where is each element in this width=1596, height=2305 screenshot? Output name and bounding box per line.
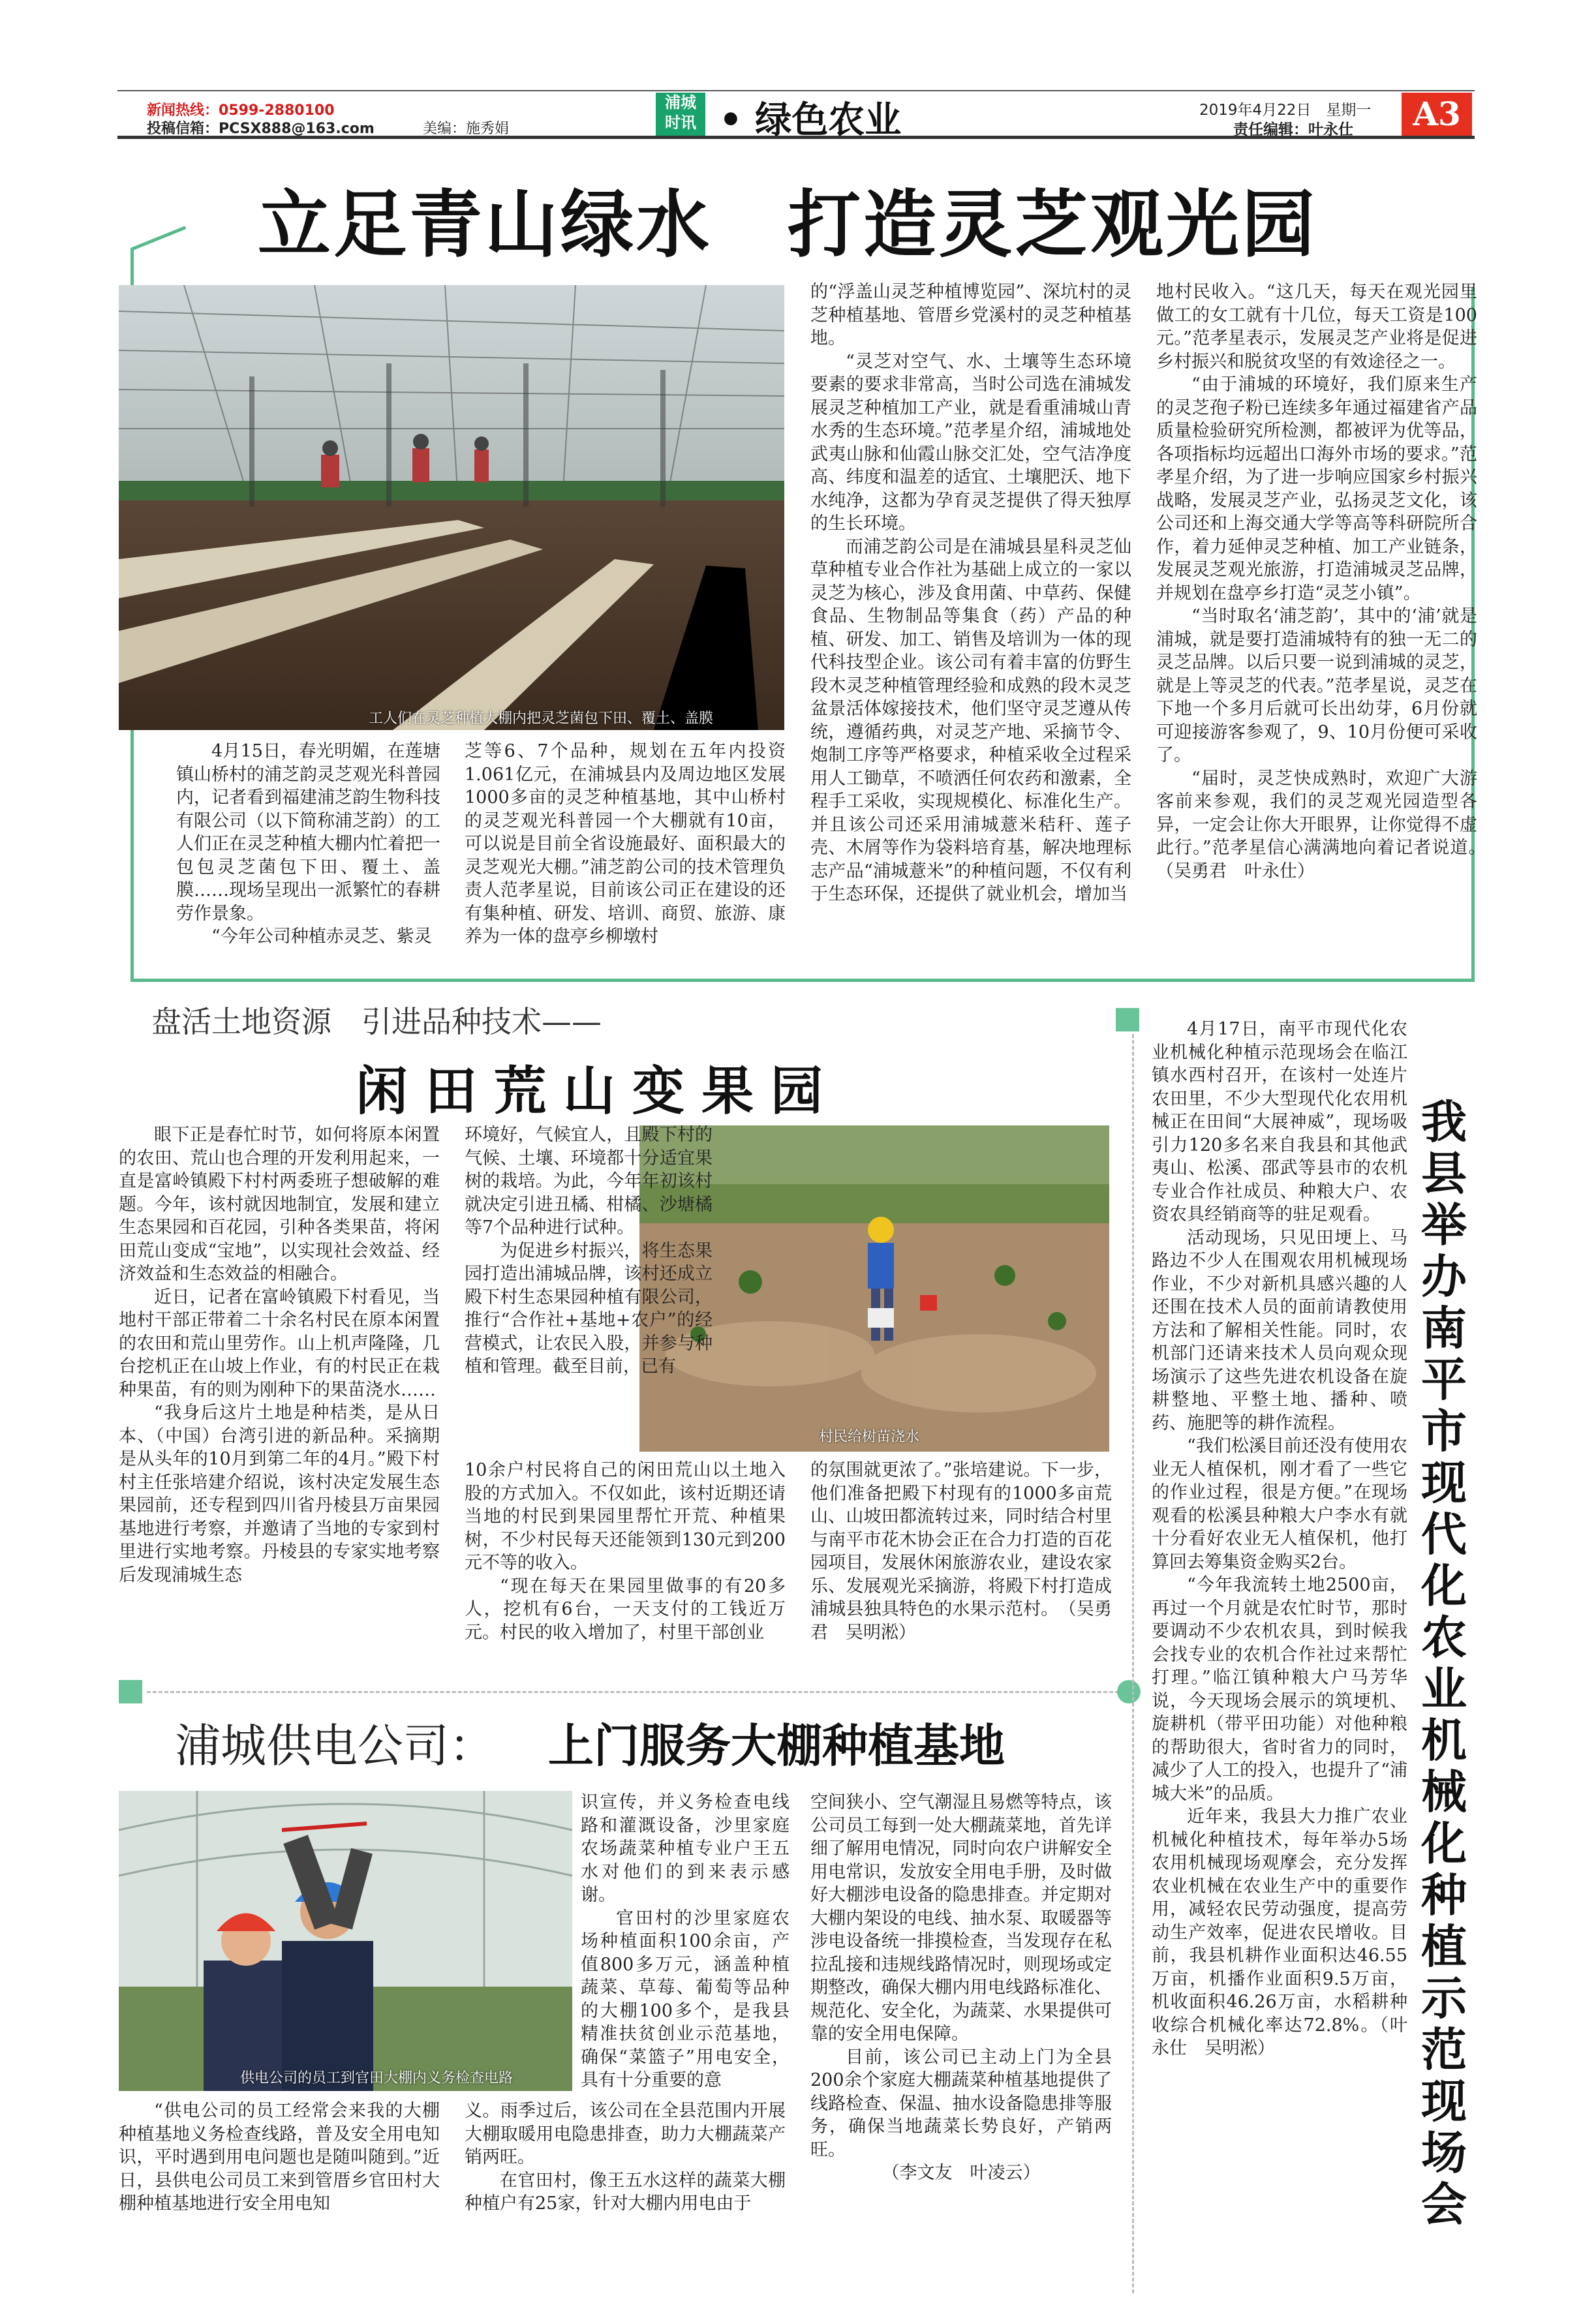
green-marker bbox=[119, 1680, 142, 1703]
article3-headline-bold: 上门服务大棚种植基地 bbox=[548, 1718, 1005, 1773]
issue-date: 2019年4月22日 星期一 bbox=[1199, 102, 1372, 119]
article2-photo-caption: 村民给树苗浇水 bbox=[819, 1429, 920, 1445]
article4-vertical-headline: 我县举办南平市现代化农业机械化种植示范现场会 bbox=[1421, 1095, 1467, 2231]
paragraph: 目前，该公司已主动上门为全县200余个家庭大棚蔬菜种植基地提供了线路检查、保温、抽水设备隐患排等服务，确保当地蔬菜长势良好，产销两旺。 bbox=[810, 2047, 1112, 2160]
paragraph: 近日，记者在富岭镇殿下村看见，当地村干部正带着二十余名村民在原本闲置的农田和荒山里劳作。山上机声隆隆，几台挖机正在山坡上作业，有的村民正在栽种果苗，有的则为刚种下的果苗浇水…… bbox=[119, 1287, 440, 1400]
article1-col4 bbox=[1156, 281, 1512, 972]
article1-col2 bbox=[465, 740, 786, 975]
article2-subtitle: 盘活土地资源 引进品种技术—— bbox=[151, 1004, 602, 1039]
paragraph: “我们松溪目前还没有使用农业无人植保机，刚才看了一些它的作业过程，很是方便。”在现场观看的松溪县种粮大户李水有就十分看好农业无人植保机，他打算回去筹集资金购买2台。 bbox=[1152, 1436, 1407, 1572]
article2-col2b bbox=[465, 1459, 786, 1661]
paragraph: 义。雨季过后，该公司在全县范围内开展大棚取暖用电隐患排查，助力大棚蔬菜产销两旺。 bbox=[465, 2101, 786, 2167]
paragraph: 10余户村民将自己的闲田荒山以土地入股的方式加入。不仅如此，该村近期还请当地的村民到果园里帮忙开荒、种植果树，不少村民每天还能领到130元到200元不等的收入。 bbox=[465, 1460, 786, 1573]
article3-col2a bbox=[581, 1791, 790, 2094]
paragraph: 官田村的沙里家庭农场种植面积100余亩，产值800多万元，涵盖种植蔬菜、草莓、葡萄等品种的大棚100多个，是我县精准扶贫创业示范基地，确保“菜篮子”用电安全，具有十分重要的意 bbox=[581, 1908, 790, 2090]
section-title: • 绿色农业 bbox=[719, 99, 902, 142]
paragraph: 而浦芝韵公司是在浦城县星科灵芝仙草种植专业合作社为基础上成立的一家以灵芝为核心，涉及食用菌、中草药、保健食品、生物制品等集食（药）产品的种植、研发、加工、销售及培训为一体的现代科技型企业。该公司有着丰富的仿野生段木灵芝种植管理经验和成熟的段木灵芝盆景活体嫁接技术，他们坚守灵芝遵从传统，遵循药典，对灵芝产地、采摘节令、炮制工序等严格要求，种植采收全过程采用人工锄草，不喷洒任何农药和激素，全程手工采收，实现规模化、标准化生产。并且该公司还采用浦城薏米秸秆、莲子壳、木屑等作为袋料培育基，解决地理标志产品“浦城薏米”的种植问题，不仅有利于生态环保，还提供了就业机会，增加当 bbox=[810, 536, 1131, 904]
green-marker bbox=[1117, 1680, 1141, 1703]
paragraph: 4月15日，春光明媚，在莲塘镇山桥村的浦芝韵灵芝观光科普园内，记者看到福建浦芝韵生物科技有限公司（以下简称浦芝韵）的工人们正在灵芝种植大棚内忙着把一包包灵芝菌包下田、覆土、盖膜……现场呈现出一派繁忙的春耕劳作景象。 bbox=[176, 741, 440, 924]
paragraph: 活动现场，只见田埂上、马路边不少人在围观农用机械现场作业，不少对新机具感兴趣的人还围在技术人员的面前请教使用方法和了解相关性能。同时，农机部门还请来技术人员向观众现场演示了这些先进农机设备在旋耕整地、平整土地、播种、喷药、施肥等的耕作流程。 bbox=[1152, 1227, 1407, 1433]
paragraph: 环境好，气候宜人，且殿下村的气候、土壤、环境都十分适宜果树的栽培。为此，今年年初该村就决定引进丑橘、柑橘、沙塘橘等7个品种进行试种。 bbox=[465, 1125, 713, 1238]
column-divider bbox=[1132, 1034, 1134, 2293]
article3-photo-caption: 供电公司的员工到官田大棚内义务检查电路 bbox=[240, 2070, 514, 2086]
paragraph: “我身后这片土地是种桔类，是从日本、（中国）台湾引进的新品种。采摘期是从头年的10月到第二年的4月。”殿下村村主任张培建介绍说，该村决定发展生态果园前，还专程到四川省丹棱县万亩果园基地进行考察，并邀请了当地的专家到村里进行实地考察。丹棱县的专家实地考察后发现浦城生态 bbox=[119, 1403, 440, 1585]
paragraph: 的氛围就更浓了。”张培建说。下一步，他们准备把殿下村现有的1000多亩荒山、山坡田都流转过来，同时结合村里与南平市花木协会正在合力打造的百花园项目，发展休闲旅游农业，建设农家乐、发展观光采摘游，将殿下村打造成浦城县独具特色的水果示范村。 （吴勇君 吴明淞） bbox=[810, 1460, 1112, 1643]
responsible-editor: 责任编辑：叶永仕 bbox=[1233, 121, 1353, 138]
article1-col1 bbox=[176, 740, 440, 975]
article4-body bbox=[1152, 1018, 1407, 2297]
hotline-number: 0599-2880100 bbox=[219, 102, 335, 119]
paragraph: 近年来，我县大力推广农业机械化种植技术，每年举办5场农用机械现场观摩会，充分发挥农业机械在农业生产中的重要作用，减轻农民劳动强度，提高劳动生产效率，促进农民增收。目前，我县机耕作业面积达46.55万亩，机播作业面积9.5万亩，机收面积46.26万亩，水稻耕种收综合机械化率达72.8%。（叶永仕 吴明淞） bbox=[1152, 1807, 1407, 2058]
paragraph: “现在每天在果园里做事的有20多人，挖机有6台，一天支付的工钱近万元。村民的收入增加了，村里干部创业 bbox=[465, 1576, 786, 1643]
article2-col2a bbox=[465, 1123, 713, 1450]
paragraph: 识宣传，并义务检查电线路和灌溉设备，沙里家庭农场蔬菜种植专业户王五水对他们的到来表示感谢。 bbox=[581, 1792, 790, 1905]
paragraph: 4月17日，南平市现代化农业机械化种植示范现场会在临江镇水西村召开，在该村一处连片农田里，不少大型现代化农用机械正在田间“大展神威”，现场吸引力120多名来自我县和其他武夷山、松溪、邵武等县市的农机专业合作社成员、种粮大户、农资农具经销商等的驻足观看。 bbox=[1152, 1019, 1407, 1225]
paragraph: “灵芝对空气、水、土壤等生态环境要素的要求非常高，当时公司选在浦城发展灵芝种植加工产业，就是看重浦城山青水秀的生态环境。”范孝星介绍，浦城地处武夷山脉和仙霞山脉交汇处，空气洁净度高、纬度和温差的适宜、土壤肥沃、地下水纯净，这都为孕育灵芝提供了得天独厚的生长环境。 bbox=[810, 351, 1131, 534]
newspaper-logo bbox=[656, 93, 705, 136]
email-line bbox=[147, 117, 375, 138]
frame-corner bbox=[130, 226, 186, 251]
paragraph: 在官田村，像王五水这样的蔬菜大棚种植户有25家，针对大棚内用电由于 bbox=[465, 2170, 786, 2214]
email-address: PCSX888@163.com bbox=[219, 121, 375, 137]
paragraph: 为促进乡村振兴，将生态果园打造出浦城品牌，该村还成立殿下村生态果园种植有限公司，推行“合作社+基地+农户”的经营模式，让农民入股，并参与种植和管理。截至目前，已有 bbox=[465, 1240, 713, 1377]
paragraph: “当时取名‘浦芝韵’，其中的‘浦’就是浦城，就是要打造浦城特有的独一无二的灵芝品牌。以后只要一说到浦城的灵芝，就是上等灵芝的代表。”范孝星说，灵芝在下地一个多月后就可长出幼芽，6月份就可迎接游客参观了，9、10月份便可采收了。 bbox=[1156, 606, 1477, 765]
section-divider bbox=[147, 1691, 1119, 1693]
article1-col3 bbox=[810, 281, 1131, 972]
article2-col3 bbox=[810, 1459, 1112, 1661]
paragraph: “今年我流转土地2500亩，再过一个月就是农忙时节，那时要调动不少农机农具，到时候我会找专业的农机合作社过来帮忙打理。”临江镇种粮大户马芳华说，今天现场会展示的筑埂机、旋耕机（带平田功能）对他种粮的帮助很大，省时省力的同时，减少了人工的投入，也提升了“浦城大米”的品质。 bbox=[1152, 1575, 1407, 1804]
paragraph: “今年公司种植赤灵芝、紫灵 bbox=[211, 926, 432, 947]
paragraph: “由于浦城的环境好，我们原来生产的灵芝孢子粉已连续多年通过福建省产品质量检验研究所检测，都被评为优等品，各项指标均远超出口海外市场的要求。”范孝星介绍，为了进一步响应国家乡村振兴战略，发展灵芝产业，弘扬灵芝文化，该公司还和上海交通大学等高等科研院所合作，着力延伸灵芝种植、加工产业链条，发展灵芝观光旅游，打造浦城灵芝品牌，并规划在盘亭乡打造“灵芝小镇”。 bbox=[1156, 374, 1477, 603]
email-label: 投稿信箱： bbox=[147, 121, 219, 137]
article3-col3 bbox=[810, 1791, 1112, 2300]
paragraph: “届时，灵芝快成熟时，欢迎广大游客前来参观，我们的灵芝观光园造型各异，一定会让你大开眼界，让你觉得不虚此行。”范孝星信心满满地向着记者说道。 （吴勇君 叶永仕） bbox=[1156, 768, 1512, 881]
article3-col2b bbox=[465, 2099, 786, 2295]
paragraph: 芝等6、7个品种，规划在五年内投资1.061亿元，在浦城县内及周边地区发展1000多亩的灵芝种植基地，其中山桥村的灵芝观光科普园一个大棚就有10亩，可以说是目前全省设施最好、面积最大的灵芝观光大棚。”浦芝韵公司的技术管理负责人范孝星说，目前该公司正在建设的还有集种植、研发、培训、商贸、旅游、康养为一体的盘亭乡柳墩村 bbox=[465, 741, 786, 947]
hotline-label: 新闻热线： bbox=[147, 102, 219, 119]
article1-headline: 立足青山绿水 打造灵芝观光园 bbox=[258, 183, 1317, 267]
article3-photo bbox=[119, 1791, 572, 2091]
paragraph: “供电公司的员工经常会来我的大棚种植基地义务检查线路，普及安全用电知识，平时遇到用电问题也是随叫随到。”近日，县供电公司员工来到管厝乡官田村大棚种植基地进行安全用电知 bbox=[119, 2101, 440, 2214]
paragraph: 空间狭小、空气潮湿且易燃等特点，该公司员工每到一处大棚蔬菜地，首先详细了解用电情况，同时向农户讲解安全用电常识，发放安全用电手册，及时做好大棚涉电设备的隐患排查。并定期对大棚内架设的电线、抽水泵、取暖器等涉电设备统一排摸检查，当发现存在私拉乱接和违规线路情况时，则现场或定期整改，确保大棚内用电线路标准化、规范化、安全化，为蔬菜、水果提供可靠的安全用电保障。 bbox=[810, 1792, 1112, 2044]
byline: （李文友 叶凌云） bbox=[882, 2163, 1041, 2183]
article3-headline-light: 浦城供电公司： bbox=[175, 1719, 495, 1773]
paragraph: 眼下正是春忙时节，如何将原本闲置的农田、荒山也合理的开发利用起来，一直是富岭镇殿下村村两委班子想破解的难题。今年，该村就因地制宜，发展和建立生态果园和百花园，引种各类果苗，将闲田荒山变成“宝地”，以实现社会效益、经济效益和生态效益的相融合。 bbox=[119, 1125, 440, 1284]
paragraph: 地村民收入。“这几天，每天在观光园里做工的女工就有十几位，每天工资是100元。”范孝星表示，发展灵芝产业将是促进乡村振兴和脱贫攻坚的有效途径之一。 bbox=[1156, 282, 1477, 372]
page-number-badge: A3 bbox=[1402, 93, 1472, 136]
logo-bottom-text: 时讯 bbox=[665, 114, 696, 132]
hotline bbox=[147, 99, 335, 119]
art-editor: 美编：施秀娟 bbox=[423, 121, 510, 137]
article3-col1 bbox=[119, 2099, 440, 2295]
logo-top-text: 浦城 bbox=[665, 93, 696, 112]
paragraph: 的“浮盖山灵芝种植博览园”、深坑村的灵芝种植基地、管厝乡党溪村的灵芝种植基地。 bbox=[810, 282, 1131, 348]
article2-headline: 闲田荒山变果园 bbox=[356, 1060, 840, 1122]
green-marker bbox=[1116, 1008, 1139, 1031]
article1-photo-caption: 工人们在灵芝种植大棚内把灵芝菌包下田、覆土、盖膜 bbox=[369, 710, 714, 727]
article1-photo bbox=[119, 285, 784, 730]
article2-col1 bbox=[119, 1123, 440, 1658]
frame-bottom bbox=[130, 979, 1475, 982]
